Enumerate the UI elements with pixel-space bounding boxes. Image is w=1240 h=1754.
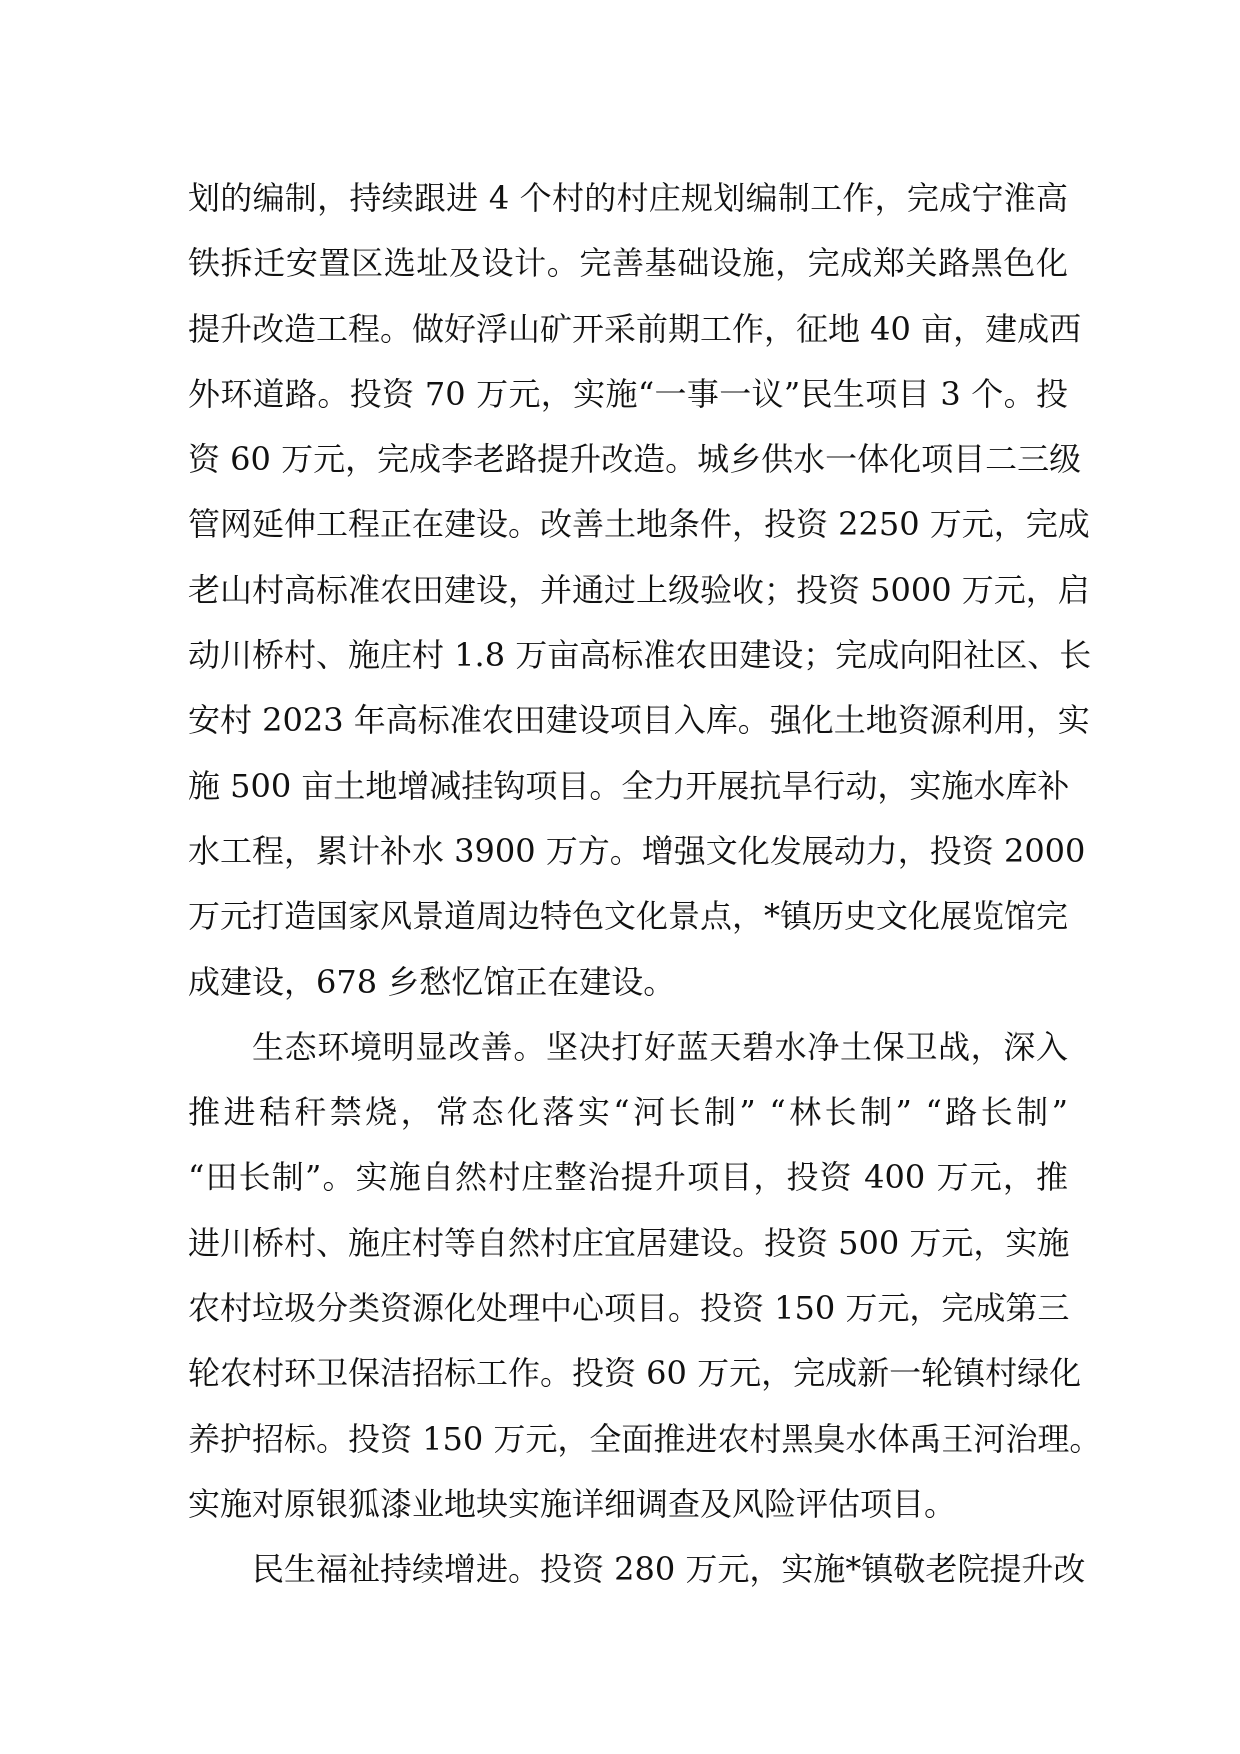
text-line: 轮农村环卫保洁招标工作。投资 60 万元，完成新一轮镇村绿化 [188, 1354, 1082, 1393]
text-line: 动川桥村、施庄村 1.8 万亩高标准农田建设；完成向阳社区、长 [188, 636, 1092, 675]
body-text [188, 166, 1102, 1603]
text-line: 推进秸秆禁烧，常态化落实“河长制” “林长制” “路长制” [188, 1093, 1068, 1132]
text-line: 铁拆迁安置区选址及设计。完善基础设施，完成郑关路黑色化 [188, 244, 1068, 283]
text-line: 施 500 亩土地增减挂钩项目。全力开展抗旱行动，实施水库补 [188, 766, 1070, 805]
text-line: 养护招标。投资 150 万元，全面推进农村黑臭水体禹王河治理。 [188, 1419, 1102, 1458]
text-line: 提升改造工程。做好浮山矿开采前期工作，征地 40 亩，建成西 [188, 309, 1082, 348]
paragraph-livelihood [188, 1537, 1086, 1602]
text-line: 农村垃圾分类资源化处理中心项目。投资 150 万元，完成第三 [188, 1289, 1070, 1328]
paragraph-ecology [188, 1015, 1102, 1537]
text-line: 民生福祉持续增进。投资 280 万元，实施*镇敬老院提升改 [252, 1550, 1086, 1589]
text-line: 资 60 万元，完成李老路提升改造。城乡供水一体化项目二三级 [188, 440, 1082, 479]
text-line: 万元打造国家风景道周边特色文化景点，*镇历史文化展览馆完 [188, 897, 1069, 936]
text-line: 生态环境明显改善。坚决打好蓝天碧水净土保卫战，深入 [252, 1027, 1068, 1066]
text-line: 水工程，累计补水 3900 万方。增强文化发展动力，投资 2000 [188, 831, 1086, 870]
text-line: 外环道路。投资 70 万元，实施“一事一议”民生项目 3 个。投 [188, 374, 1068, 413]
text-line: 安村 2023 年高标准农田建设项目入库。强化土地资源利用，实 [188, 701, 1090, 740]
paragraph-infrastructure [188, 166, 1092, 1015]
text-line: 老山村高标准农田建设，并通过上级验收；投资 5000 万元，启 [188, 570, 1090, 609]
text-line: 进川桥村、施庄村等自然村庄宜居建设。投资 500 万元，实施 [188, 1223, 1070, 1262]
text-line: 成建设，678 乡愁忆馆正在建设。 [188, 962, 676, 1001]
text-line: 管网延伸工程正在建设。改善土地条件，投资 2250 万元，完成 [188, 505, 1090, 544]
text-line: 划的编制，持续跟进 4 个村的村庄规划编制工作，完成宁淮高 [188, 179, 1068, 217]
text-line: 实施对原银狐漆业地块实施详细调查及风险评估项目。 [188, 1484, 957, 1523]
text-line: “田长制”。实施自然村庄整治提升项目，投资 400 万元，推 [188, 1158, 1068, 1197]
